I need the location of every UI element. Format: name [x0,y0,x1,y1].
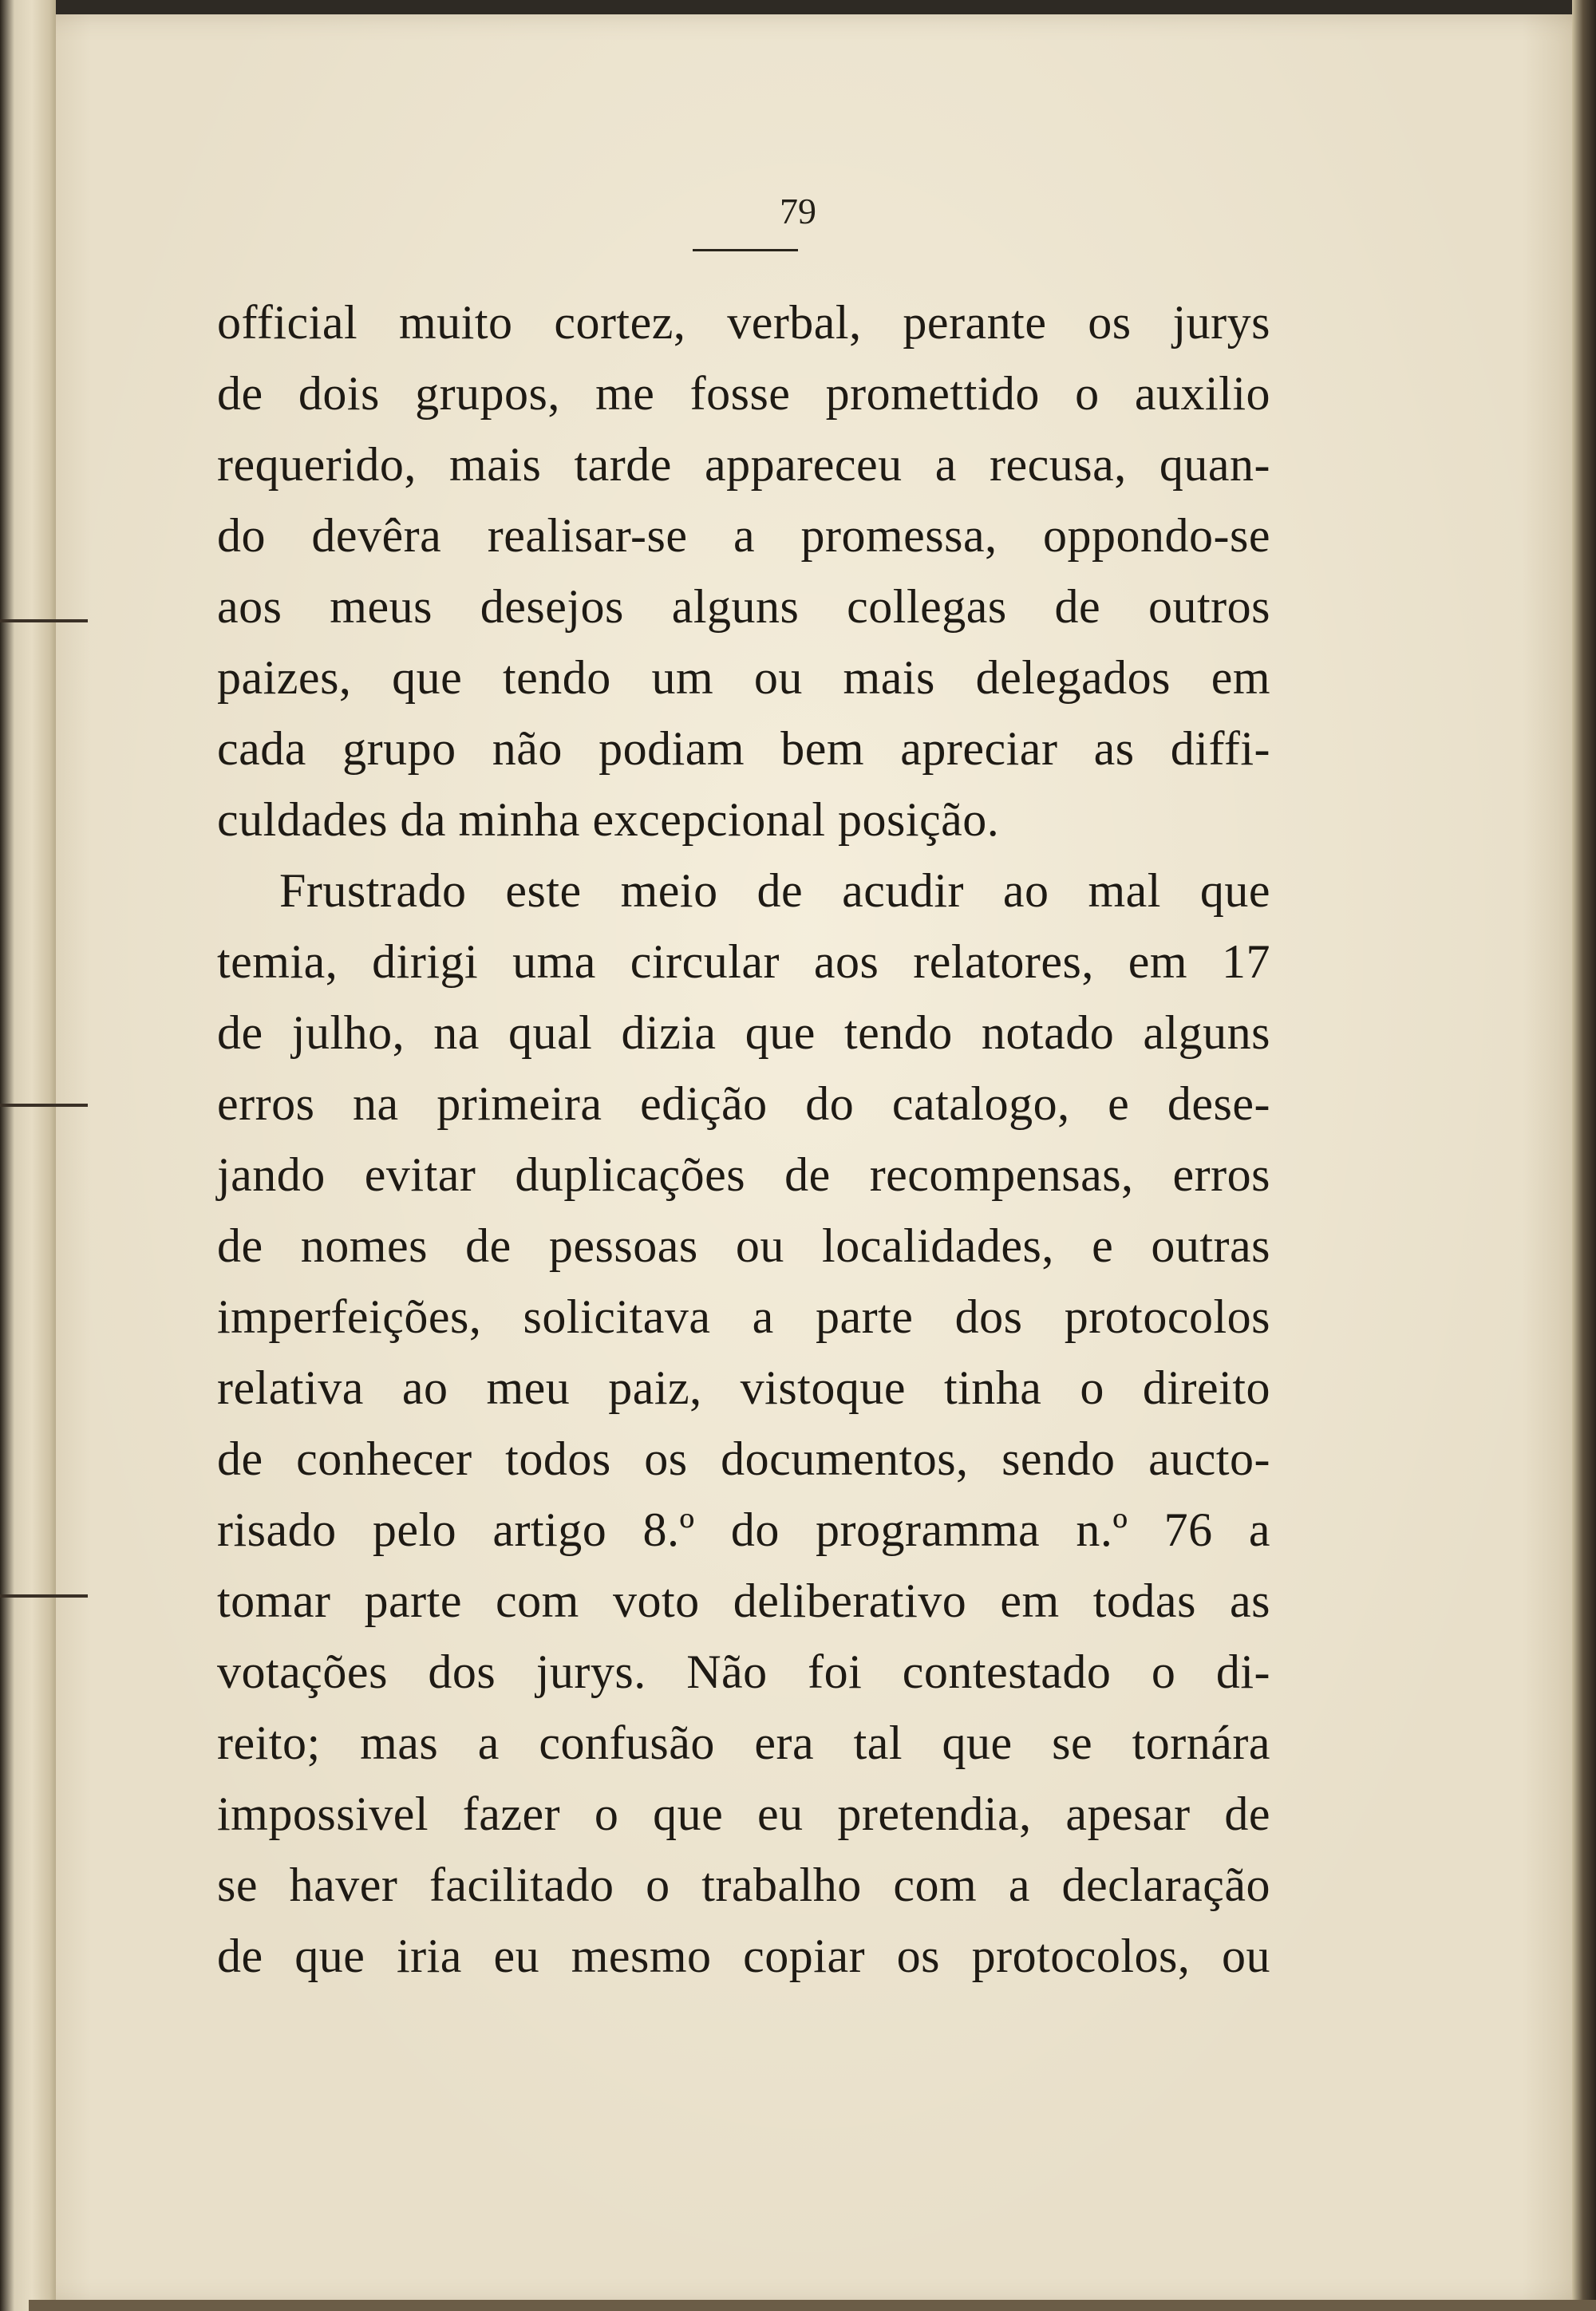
text-line: do devêra realisar-se a promessa, oppondo-se [217,509,1270,562]
text-line: reito; mas a confusão era tal que se tornára [217,1716,1270,1769]
text-line: aos meus desejos alguns collegas de outros [217,580,1270,633]
scan-bottom-edge [29,2300,1596,2311]
text-line: de nomes de pessoas ou localidades, e outras [217,1219,1270,1272]
text-line: tomar parte com voto deliberativo em todas as [217,1574,1270,1627]
binding-mark [0,1594,88,1598]
page-number-rule [693,249,798,251]
binding-mark [0,619,88,622]
text-line: de que iria eu mesmo copiar os protocolos, ou [217,1930,1270,1982]
text-line: imperfeições, solicitava a parte dos protocolos [217,1290,1270,1343]
text-line: risado pelo artigo 8.º do programma n.º 76 a [217,1503,1270,1556]
page-right-edge [1572,0,1596,2311]
paragraph-first-line: Frustrado este meio de acudir ao mal que [279,864,1270,917]
text-line: se haver facilitado o trabalho com a declaração [217,1859,1270,1911]
text-line: requerido, mais tarde appareceu a recusa, quan- [217,438,1270,491]
text-line: official muito cortez, verbal, perante os jurys [217,296,1270,349]
text-line: jando evitar duplicações de recompensas, erros [217,1148,1270,1201]
text-line: cada grupo não podiam bem apreciar as diffi- [217,722,1270,775]
page-number: 79 [780,191,816,231]
text-line: paizes, que tendo um ou mais delegados em [217,651,1270,704]
binding-mark [0,1104,88,1107]
text-line: de conhecer todos os documentos, sendo aucto- [217,1432,1270,1485]
text-line: de dois grupos, me fosse promettido o auxilio [217,367,1270,420]
text-line: impossivel fazer o que eu pretendia, apesar de [217,1788,1270,1840]
book-spine-edge [0,0,56,2311]
text-line: relativa ao meu paiz, vistoque tinha o direito [217,1361,1270,1414]
text-line: temia, dirigi uma circular aos relatores, em 17 [217,935,1270,988]
text-line: de julho, na qual dizia que tendo notado alguns [217,1006,1270,1059]
text-line: votações dos jurys. Não foi contestado o di- [217,1645,1270,1698]
text-line: erros na primeira edição do catalogo, e dese- [217,1077,1270,1130]
paragraph-end-line: culdades da minha excepcional posição. [217,793,1000,846]
body-text [217,287,1270,1992]
